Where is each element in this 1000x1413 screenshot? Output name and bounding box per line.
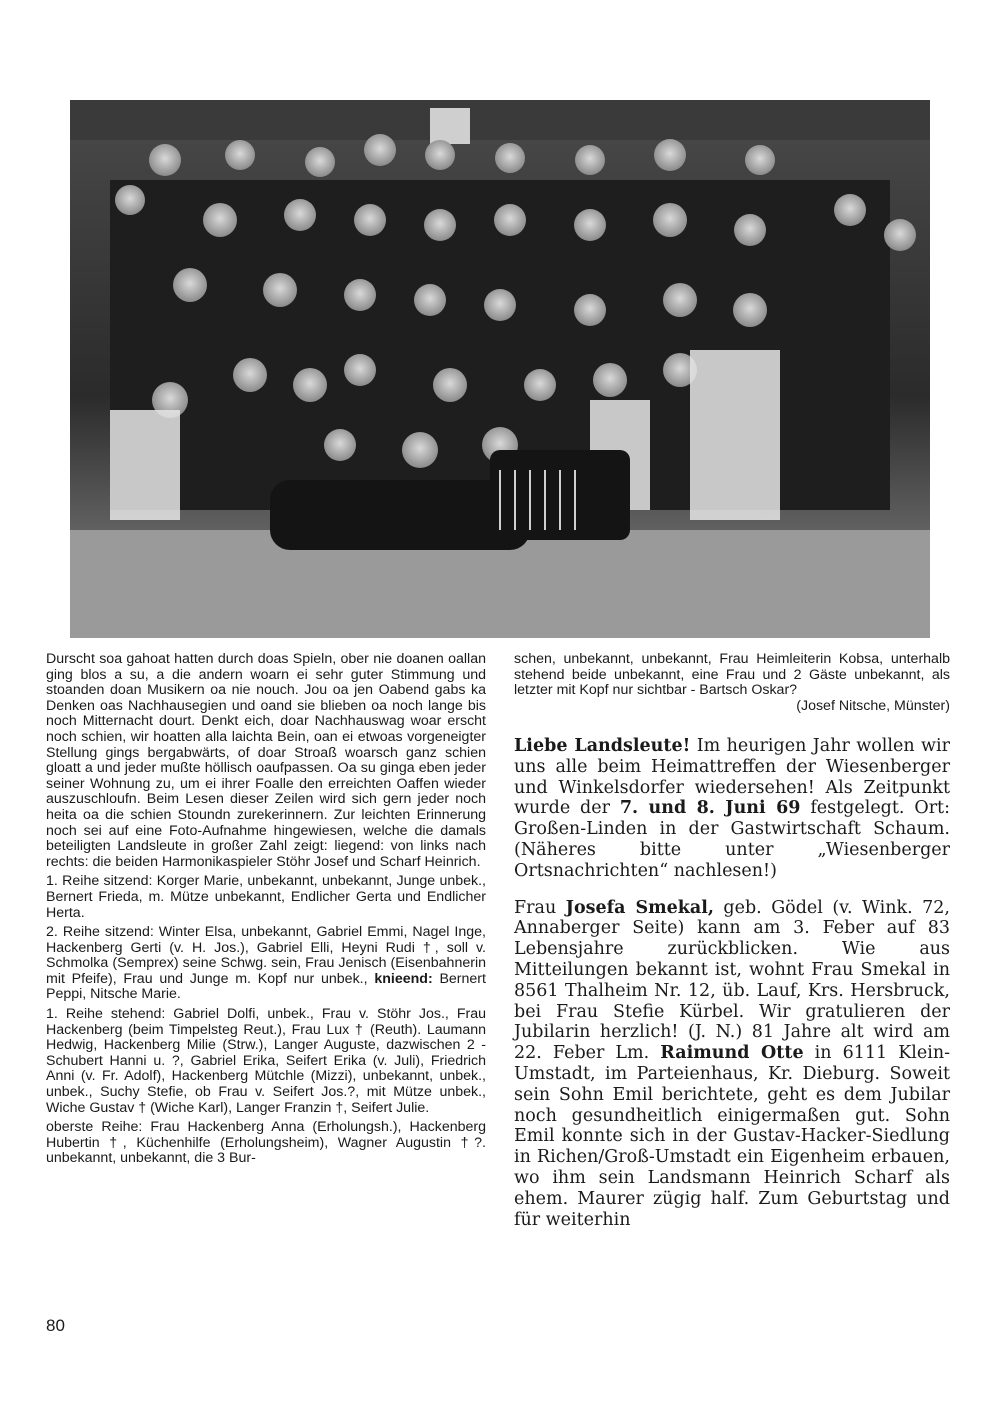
page-number: 80 <box>46 1316 65 1335</box>
caption-kneeling-label: knieend: <box>374 970 433 987</box>
article-name-smekal: Josefa Smekal, <box>565 897 714 918</box>
caption-row-2-sitting <box>46 925 486 1003</box>
article-paragraph-meeting <box>514 736 950 882</box>
article-birthday-text-b: geb. Gödel (v. Wink. 72, Annaberger Seite) kann am 3. Feber auf 83 Lebensjahre zurückblicken. Wie aus Mitteilungen bekannt ist, wohnt Frau Smekal in 8561 Thalheim Nr. 12, üb. Lauf, Krs. Hersbruck, bei Frau Stefie Kürbel. Wir gratulieren der Jubilarin herzlich! (J. N.) 81 Jahre alt wird am 22. Feber Lm. <box>514 897 950 1064</box>
group-photo <box>70 100 930 638</box>
caption-row-1-standing: 1. Reihe stehend: Gabriel Dolfi, unbek., Frau v. Stöhr Jos., Frau Hackenberg (beim Timpelsteg Reut.), Frau Lux † (Reuth). Laumann Hedwig, Hackenberg Milie (Strw.), Langer Auguste, dazwischen 2 - Schubert Hanni u. ?, Gabriel Erika, Seifert Erika (v. Juli), Friedrich Anni (v. Fr. Adolf), Hackenberg Mütchle (Mizzi), unbekannt, unbek., unbek., Suchy Stefie, ob Frau v. Seifert Jos.?, mit Mütze unbek., Wiche Gustav † (Wiche Karl), Langer Franzin †, Seifert Julie. <box>46 1006 486 1116</box>
caption-continued <box>514 652 950 714</box>
article <box>514 736 950 1246</box>
article-birthday-text-a: Frau <box>514 897 566 918</box>
article-meeting-date: 7. und 8. Juni 69 <box>619 798 801 819</box>
article-meeting-text-a: Im heurigen Jahr wollen wir uns alle beim Heimattreffen der Wiesenberger und Winkelsdorfer wiedersehen! Als Zeitpunkt wurde der <box>514 736 950 819</box>
article-meeting-text-b: festgelegt. Ort: Großen-Linden in der Gastwirtschaft Schaum. (Näheres bitte unter „Wiesenberger Ortsnachrichten“ nachlesen!) <box>514 798 950 881</box>
article-salutation: Liebe Landsleute! <box>514 736 691 756</box>
article-name-otte: Raimund Otte <box>660 1043 804 1064</box>
article-paragraph-birthdays <box>514 898 950 1231</box>
caption-kneeling-text: Bernert Peppi, Nitsche Marie. <box>46 970 486 1003</box>
caption-row-1-sitting: 1. Reihe sitzend: Korger Marie, unbekannt, unbekannt, Junge unbek., Bernert Frieda, m. Mütze unbekannt, Endlicher Gerta und Endlicher Herta. <box>46 873 486 921</box>
caption-credit-line <box>514 699 950 715</box>
caption-credit: (Josef Nitsche, Münster) <box>796 697 950 714</box>
caption-continued-text: schen, unbekannt, unbekannt, Frau Heimleiterin Kobsa, unterhalb stehend beide unbekannt, eine Frau und 2 Gäste unbekannt, als letzter mit Kopf nur sichtbar - Bartsch Oskar? <box>514 651 950 699</box>
caption-top-row: oberste Reihe: Frau Hackenberg Anna (Erholungsh.), Hackenberg Hubertin †, Küchenhilfe (Erholungsheim), Wagner Augustin †?. unbekannt, unbekannt, die 3 Bur- <box>46 1119 486 1167</box>
photo-caption <box>46 652 486 1171</box>
article-birthday-text-c: in 6111 Klein-Umstadt, im Parteienhaus, Kr. Dieburg. Soweit sein Sohn Emil berichtete, geht es dem Jubilar noch gesundheitlich einigermaßen gut. Sohn Emil konnte sich in der Gustav-Hacker-Siedlung in Richen/Groß-Umstadt ein Eigenheim erbauen, wo ihm sein Landsmann Heinrich Scharf als ehem. Maurer zügig half. Zum Geburtstag und für weiterhin <box>514 1043 950 1230</box>
caption-row-2-text: 2. Reihe sitzend: Winter Elsa, unbekannt, Gabriel Emmi, Nagel Inge, Hackenberg Gerti (v. H. Jos.), Gabriel Elli, Heyni Rudi †, soll v. Schmolka (Semprex) seine Schwg. sein, Frau Jenisch (Eisenbahnerin mit Pfeife), Frau und Junge m. Kopf nur unbek., <box>46 924 486 987</box>
group-photo-icon <box>70 100 930 638</box>
caption-paragraph: Durscht soa gahoat hatten durch doas Spieln, ober nie doanen oallan ging blos a su, a die andern woarn ei sehr guter Stimmung und stoanden doan Musikern oa nie nouch. Jou oa jen Oabend gabs ka Denken oas Nachhausegien und oand sie blieben oa noch lange bis noch Mitternacht dourt. Denkt eich, doar Nachhauswag woar erscht noch schien, wir hoatten alla laichta Bein, oan ei etwoas vorgeneigter Stellung gings bergabwärts, of doar Stroaß woarsch ganz schien gloatt a und jeder mußte höllisch oaufpassen. Oa su ginga eben jeder seiner Wohnung zu, um ei ihrer Foalle den erreichten Oaffen wieder auszuschloufn. Beim Lesen dieser Zeilen wird sich gern jeder noch heita oa die schien Stoundn zurekerinnern. Zur leichten Erinnerung noch sei auf eine Foto-Aufnahme hingewiesen, welche die damals beteiligten Landsleute in großer Zahl zeigt: liegend: von links nach rechts: die beiden Harmonikaspieler Stöhr Josef und Scharf Heinrich. <box>46 651 486 870</box>
